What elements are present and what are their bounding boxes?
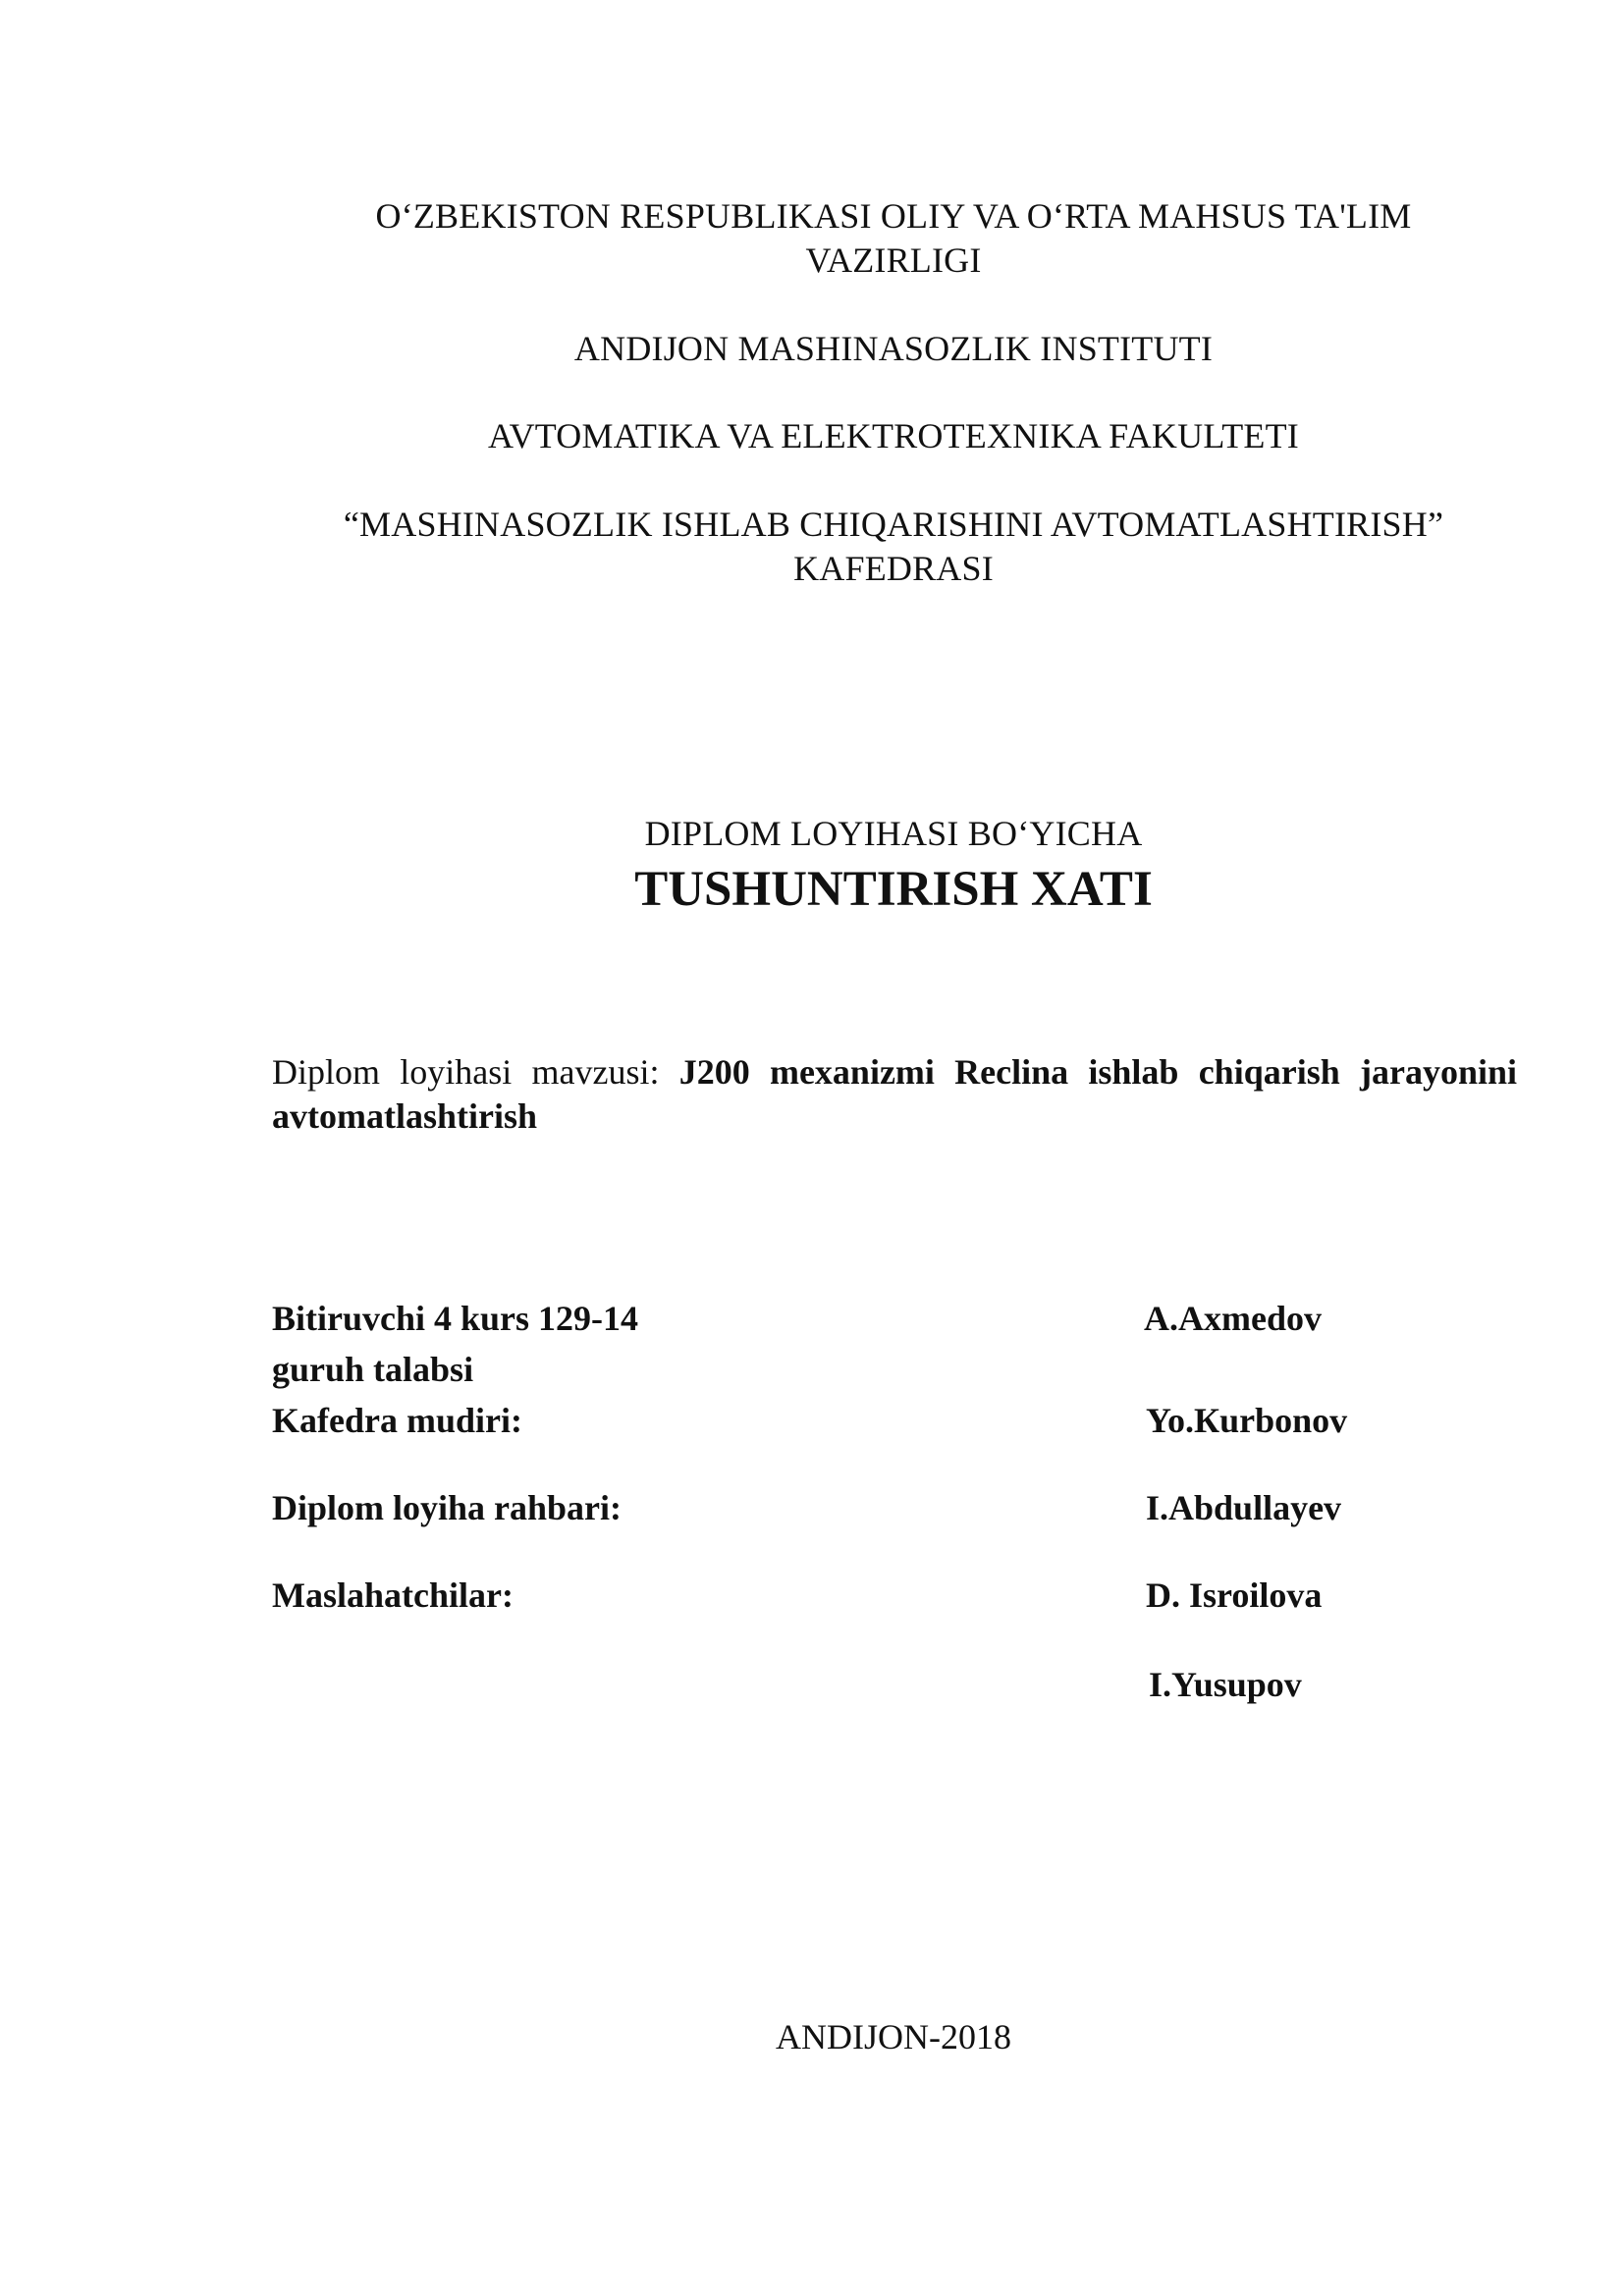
consultants-label: Maslahatchilar:: [272, 1575, 514, 1615]
document-subtitle: DIPLOM LOYIHASI BO‘YICHA: [644, 814, 1143, 853]
faculty-name: AVTOMATIKA VA ELEKTROTEXNIKA FAKULTETI: [488, 416, 1299, 455]
head-of-department-label: Kafedra mudiri:: [272, 1401, 522, 1440]
supervisor-label: Diplom loyiha rahbari:: [272, 1488, 623, 1527]
consultant-name-2: I.Yusupov: [1149, 1665, 1302, 1704]
institute-name: ANDIJON MASHINASOZLIK INSTITUTI: [573, 329, 1214, 368]
ministry-line-1: O‘ZBEKISTON RESPUBLIKASI OLIY VA O‘RTA MAHSUS TA'LIM: [375, 196, 1412, 236]
head-of-department-name: Yo.Кurbonov: [1146, 1401, 1348, 1440]
student-label-line-1: Bitiruvchi 4 kurs 129-14: [272, 1299, 639, 1338]
place-and-year: ANDIJON-2018: [776, 2017, 1011, 2056]
project-theme-label: Diplom loyihasi mavzusi:: [272, 1052, 660, 1092]
project-theme-text: J200 mexanizmi Reclina ishlab chiqarish jarayonini avtomatlashtirish: [272, 1052, 1517, 1136]
project-theme: [272, 1050, 1517, 1139]
department-line-1: “MASHINASOZLIK ISHLAB CHIQARISHINI AVTOMATLASHTIRISH”: [343, 505, 1444, 544]
document-title: TUSHUNTIRISH XATI: [634, 862, 1153, 917]
ministry-line-2: VAZIRLIGI: [805, 240, 982, 280]
department-line-2: KAFEDRASI: [793, 549, 994, 588]
student-name: A.Axmedov: [1144, 1299, 1322, 1338]
consultant-name-1: D. Isroilova: [1146, 1575, 1323, 1615]
student-label-line-2: guruh talabsi: [272, 1350, 474, 1389]
supervisor-name: I.Abdullayev: [1146, 1488, 1342, 1527]
